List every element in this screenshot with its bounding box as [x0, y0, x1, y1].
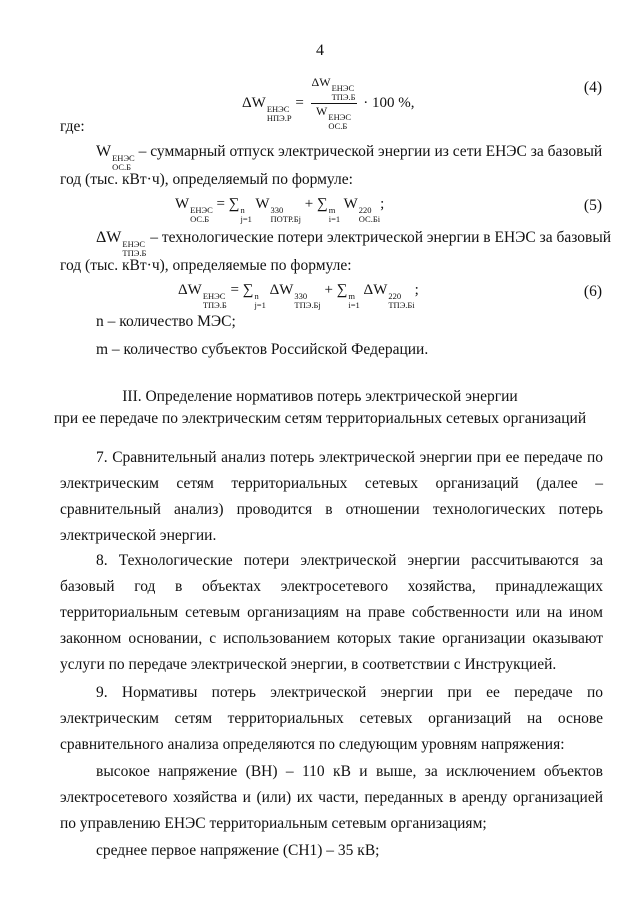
formula-5-sum2: ∑: [317, 196, 328, 212]
formula-5-term1: W: [255, 196, 270, 212]
formula-6: [178, 280, 419, 310]
formula-6-term1-sub: ТПЭ.Бj: [294, 300, 321, 310]
definition-n: n – количество МЭС;: [96, 313, 236, 330]
formula-6-sum1: ∑: [242, 282, 254, 298]
section-heading-line2: при ее передаче по электрическим сетям территориальных сетевых организаций: [53, 410, 587, 427]
formula-5-eq: =: [216, 196, 226, 212]
formula-6-sum1-top: n: [254, 291, 259, 301]
formula-5: [175, 194, 384, 224]
def1-symbol: W: [96, 143, 112, 160]
formula-6-lhs-sup: ЕНЭС: [202, 291, 226, 301]
def1-text-line2: год (тыс. кВт·ч), определяемый по формуле:: [60, 171, 353, 188]
formula-4-tail: · 100 %,: [363, 94, 415, 111]
formula-5-end: ;: [380, 196, 385, 212]
formula-5-term2-sup: 220: [358, 205, 372, 215]
def2-text-line1: – технологические потери электрической энергии в ЕНЭС за базовый: [150, 229, 612, 246]
formula-6-plus: +: [324, 282, 333, 298]
formula-5-sum1: ∑: [228, 196, 240, 212]
formula-4: ΔW ЕНЭС НПЭ.Р = ΔW ЕНЭС ТПЭ.Б W ЕНЭС ОС.Б · 100 %,: [242, 75, 415, 131]
formula-5-term1-sub: ПОТР.Бj: [270, 214, 302, 224]
formula-4-fraction: [311, 76, 357, 131]
def1-text-line1: – суммарный отпуск электрической энергии из сети ЕНЭС за базовый: [138, 143, 603, 160]
formula-6-sum2-top: m: [348, 291, 356, 301]
formula-6-sum2: ∑: [336, 282, 348, 298]
formula-4-lhs: ΔW: [242, 94, 266, 111]
formula-5-term1-sup: 330: [270, 205, 284, 215]
formula-6-end: ;: [414, 282, 419, 298]
def2-text-line2: год (тыс. кВт·ч), определяемые по формуле:: [60, 257, 352, 274]
def1-sub: ОС.Б: [112, 162, 132, 172]
formula-4-num: ΔW: [311, 75, 331, 89]
formula-5-sum2-top: m: [328, 205, 336, 215]
formula-4-num-sub: ТПЭ.Б: [331, 92, 356, 102]
formula-6-lhs-sub: ТПЭ.Б: [202, 300, 227, 310]
formula-6-term2-sub: ТПЭ.Бi: [388, 300, 415, 310]
formula-4-den-sup: ЕНЭС: [328, 112, 351, 122]
def1-sup: ЕНЭС: [112, 153, 135, 163]
paragraph-high-voltage: высокое напряжение (ВН) – 110 кВ и выше, за исключением объектов электросетевого хозяйства и (или) их части, переданных в аренду организацией по управлению ЕНЭС территориальным сетевым организациям;: [60, 763, 603, 832]
formula-5-plus: +: [304, 196, 314, 212]
formula-6-term1-sup: 330: [294, 291, 308, 301]
formula-6-term2-sup: 220: [388, 291, 402, 301]
definition-m: m – количество субъектов Российской Федерации.: [96, 341, 429, 358]
paragraph-8: 8. Технологические потери электрической энергии рассчитываются за базовый год в объектах электросетевого хозяйства, принадлежащих территориальным сетевым организациям на праве собственности или на ином законном основании, с использованием которых такие организации оказывают услуги по передаче электрической энергии, в соответствии с Инструкцией.: [60, 552, 603, 673]
formula-6-sum1-bot: j=1: [254, 300, 266, 310]
formula-4-num-sup: ЕНЭС: [331, 83, 355, 93]
definition-w-os: [96, 142, 603, 172]
formula-5-sum2-bot: i=1: [328, 214, 341, 224]
formula-6-eq: =: [230, 282, 239, 298]
formula-5-term2-sub: ОС.Бi: [358, 214, 381, 224]
paragraph-medium-voltage-1: среднее первое напряжение (СН1) – 35 кВ;: [96, 842, 380, 859]
def2-sup: ЕНЭС: [122, 239, 146, 249]
formula-5-lhs-sub: ОС.Б: [190, 214, 210, 224]
equation-number-4: (4): [583, 79, 602, 96]
paragraph-9: 9. Нормативы потерь электрической энергии при ее передаче по электрическим сетям территориальных сетевых организаций на основе сравнительного анализа определяются по следующим уровням напряжения:: [60, 684, 603, 753]
def2-sub: ТПЭ.Б: [122, 248, 147, 258]
formula-5-term2: W: [343, 196, 358, 212]
formula-6-term2: ΔW: [363, 282, 388, 298]
def2-symbol: ΔW: [96, 229, 122, 246]
paragraph-7: 7. Сравнительный анализ потерь электрической энергии при ее передаче по электрическим сетям территориальных сетевых организаций (далее – сравнительный анализ) проводится в отношении технологических потерь электрической энергии.: [60, 449, 603, 544]
definition-dw-tpe: [96, 228, 612, 258]
formula-6-term1: ΔW: [269, 282, 294, 298]
formula-5-sum1-bot: j=1: [240, 214, 252, 224]
section-heading-line1: III. Определение нормативов потерь электрической энергии: [122, 388, 518, 405]
where-label: где:: [60, 118, 85, 135]
formula-5-lhs: W: [175, 196, 190, 212]
equation-number-6: (6): [583, 283, 602, 300]
formula-5-lhs-sup: ЕНЭС: [190, 205, 213, 215]
formula-4-den: W: [316, 104, 328, 118]
formula-6-lhs: ΔW: [178, 282, 202, 298]
formula-5-sum1-top: n: [240, 205, 245, 215]
page-number: 4: [316, 42, 324, 59]
formula-4-lhs-sub: НПЭ.Р: [266, 112, 292, 123]
equation-number-5: (5): [583, 197, 602, 214]
formula-4-lhs-sup: ЕНЭС: [266, 103, 290, 114]
formula-4-den-sub: ОС.Б: [328, 121, 348, 131]
formula-6-sum2-bot: i=1: [348, 300, 360, 310]
